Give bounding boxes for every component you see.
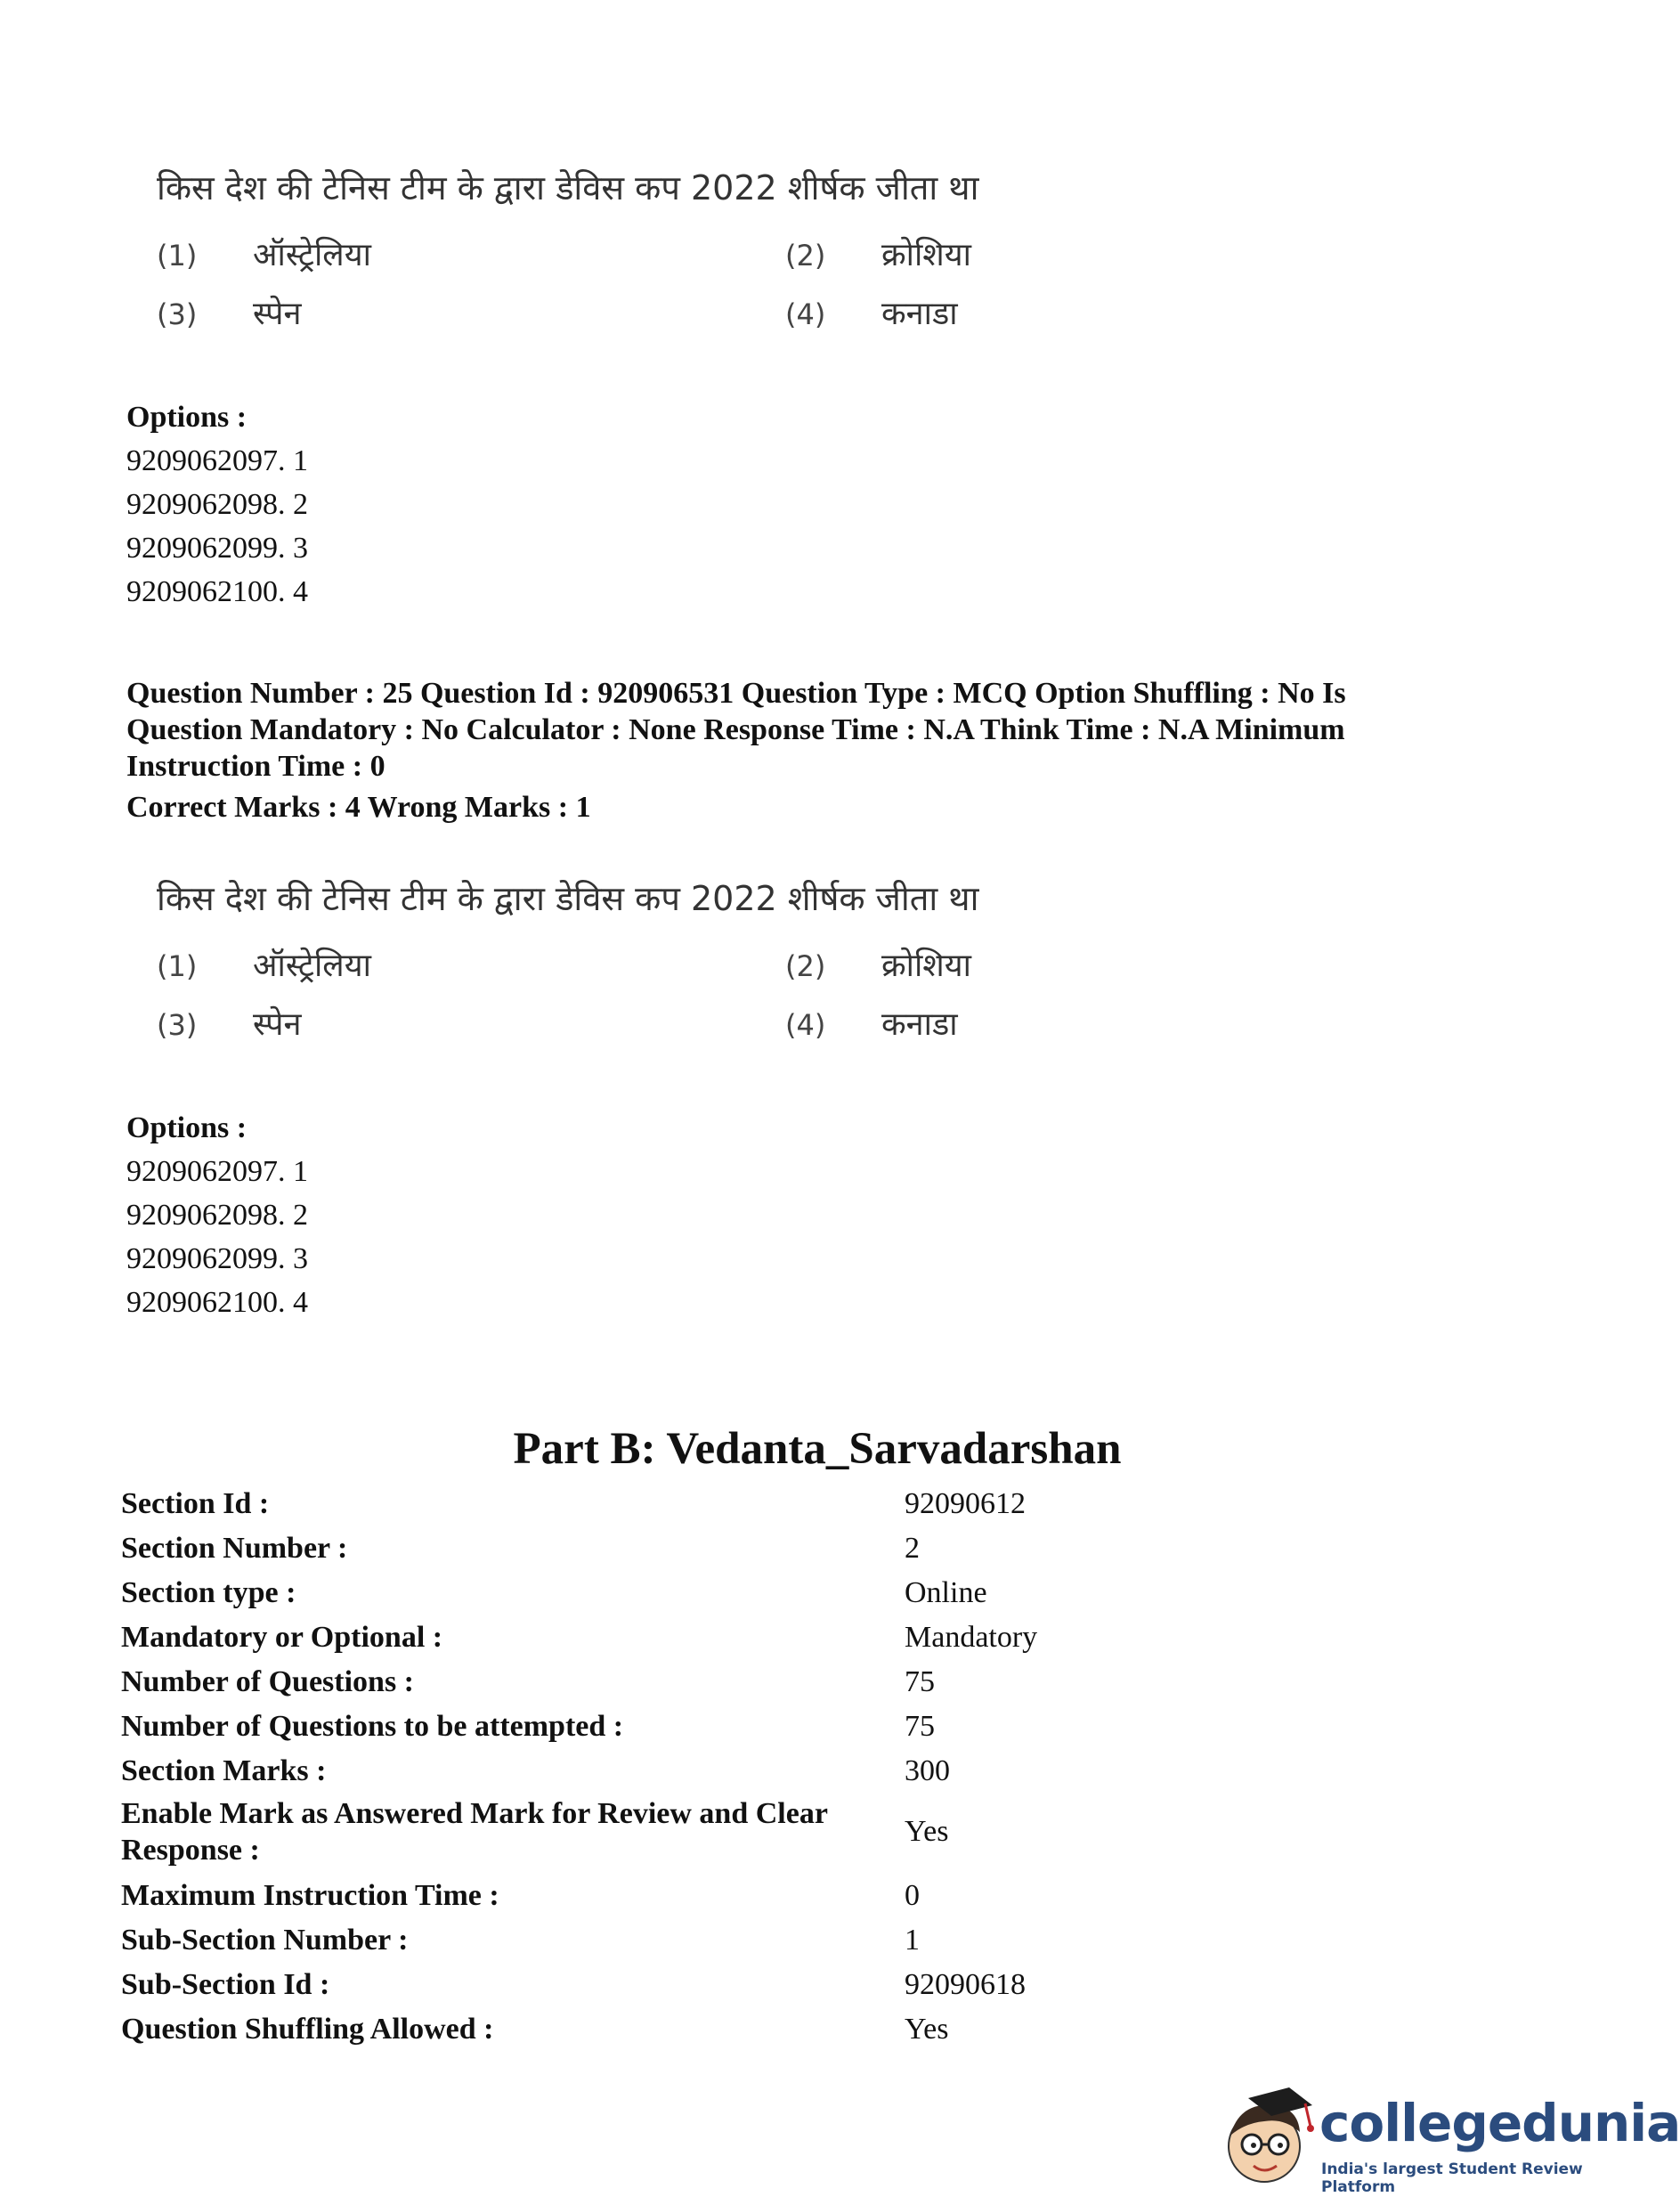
option-item: 9209062097. 1 xyxy=(126,1155,308,1188)
collegedunia-logo xyxy=(1213,2082,1680,2198)
choice-3: (3) स्पेन xyxy=(157,296,302,332)
option-item: 9209062100. 4 xyxy=(126,1286,308,1319)
choice-4: (4) कनाडा xyxy=(785,296,958,332)
choice-3: (3) स्पेन xyxy=(157,1006,302,1043)
options-list-2 xyxy=(126,1106,308,1324)
option-item: 9209062098. 2 xyxy=(126,1199,308,1232)
choice-2: (2) क्रोशिया xyxy=(785,948,971,984)
logo-brand: collegedunia xyxy=(1319,2093,1680,2153)
student-mascot-icon xyxy=(1213,2082,1319,2198)
option-item: 9209062100. 4 xyxy=(126,575,308,608)
choice-1: (1) ऑस्ट्रेलिया xyxy=(157,237,371,273)
option-item: 9209062097. 1 xyxy=(126,444,308,477)
meta-line: Question Number : 25 Question Id : 920906531 Question Type : MCQ Option Shuffling : No Is xyxy=(126,677,1346,710)
options-heading: Options : xyxy=(126,401,248,434)
choice-1: (1) ऑस्ट्रेलिया xyxy=(157,948,371,984)
option-item: 9209062098. 2 xyxy=(126,488,308,521)
meta-line: Instruction Time : 0 xyxy=(126,750,386,783)
question-text: किस देश की टेनिस टीम के द्वारा डेविस कप 2022 शीर्षक जीता था xyxy=(157,168,979,207)
options-heading: Options : xyxy=(126,1111,248,1144)
part-title: Part B: Vedanta_Sarvadarshan xyxy=(513,1424,1122,1474)
question-image-2 xyxy=(157,875,979,1079)
question-meta xyxy=(126,675,1444,785)
choice-2: (2) क्रोशिया xyxy=(785,237,971,273)
question-text: किस देश की टेनिस टीम के द्वारा डेविस कप 2022 शीर्षक जीता था xyxy=(157,879,979,918)
logo-tagline: India's largest Student Review Platform xyxy=(1321,2160,1583,2196)
option-item: 9209062099. 3 xyxy=(126,1242,308,1275)
choice-4: (4) कनाडा xyxy=(785,1006,958,1043)
option-item: 9209062099. 3 xyxy=(126,532,308,565)
question-image-1 xyxy=(157,164,979,369)
options-list-1 xyxy=(126,395,308,614)
marks-line: Correct Marks : 4 Wrong Marks : 1 xyxy=(126,791,591,824)
meta-line: Question Mandatory : No Calculator : None Response Time : N.A Think Time : N.A Minimum xyxy=(126,713,1345,746)
